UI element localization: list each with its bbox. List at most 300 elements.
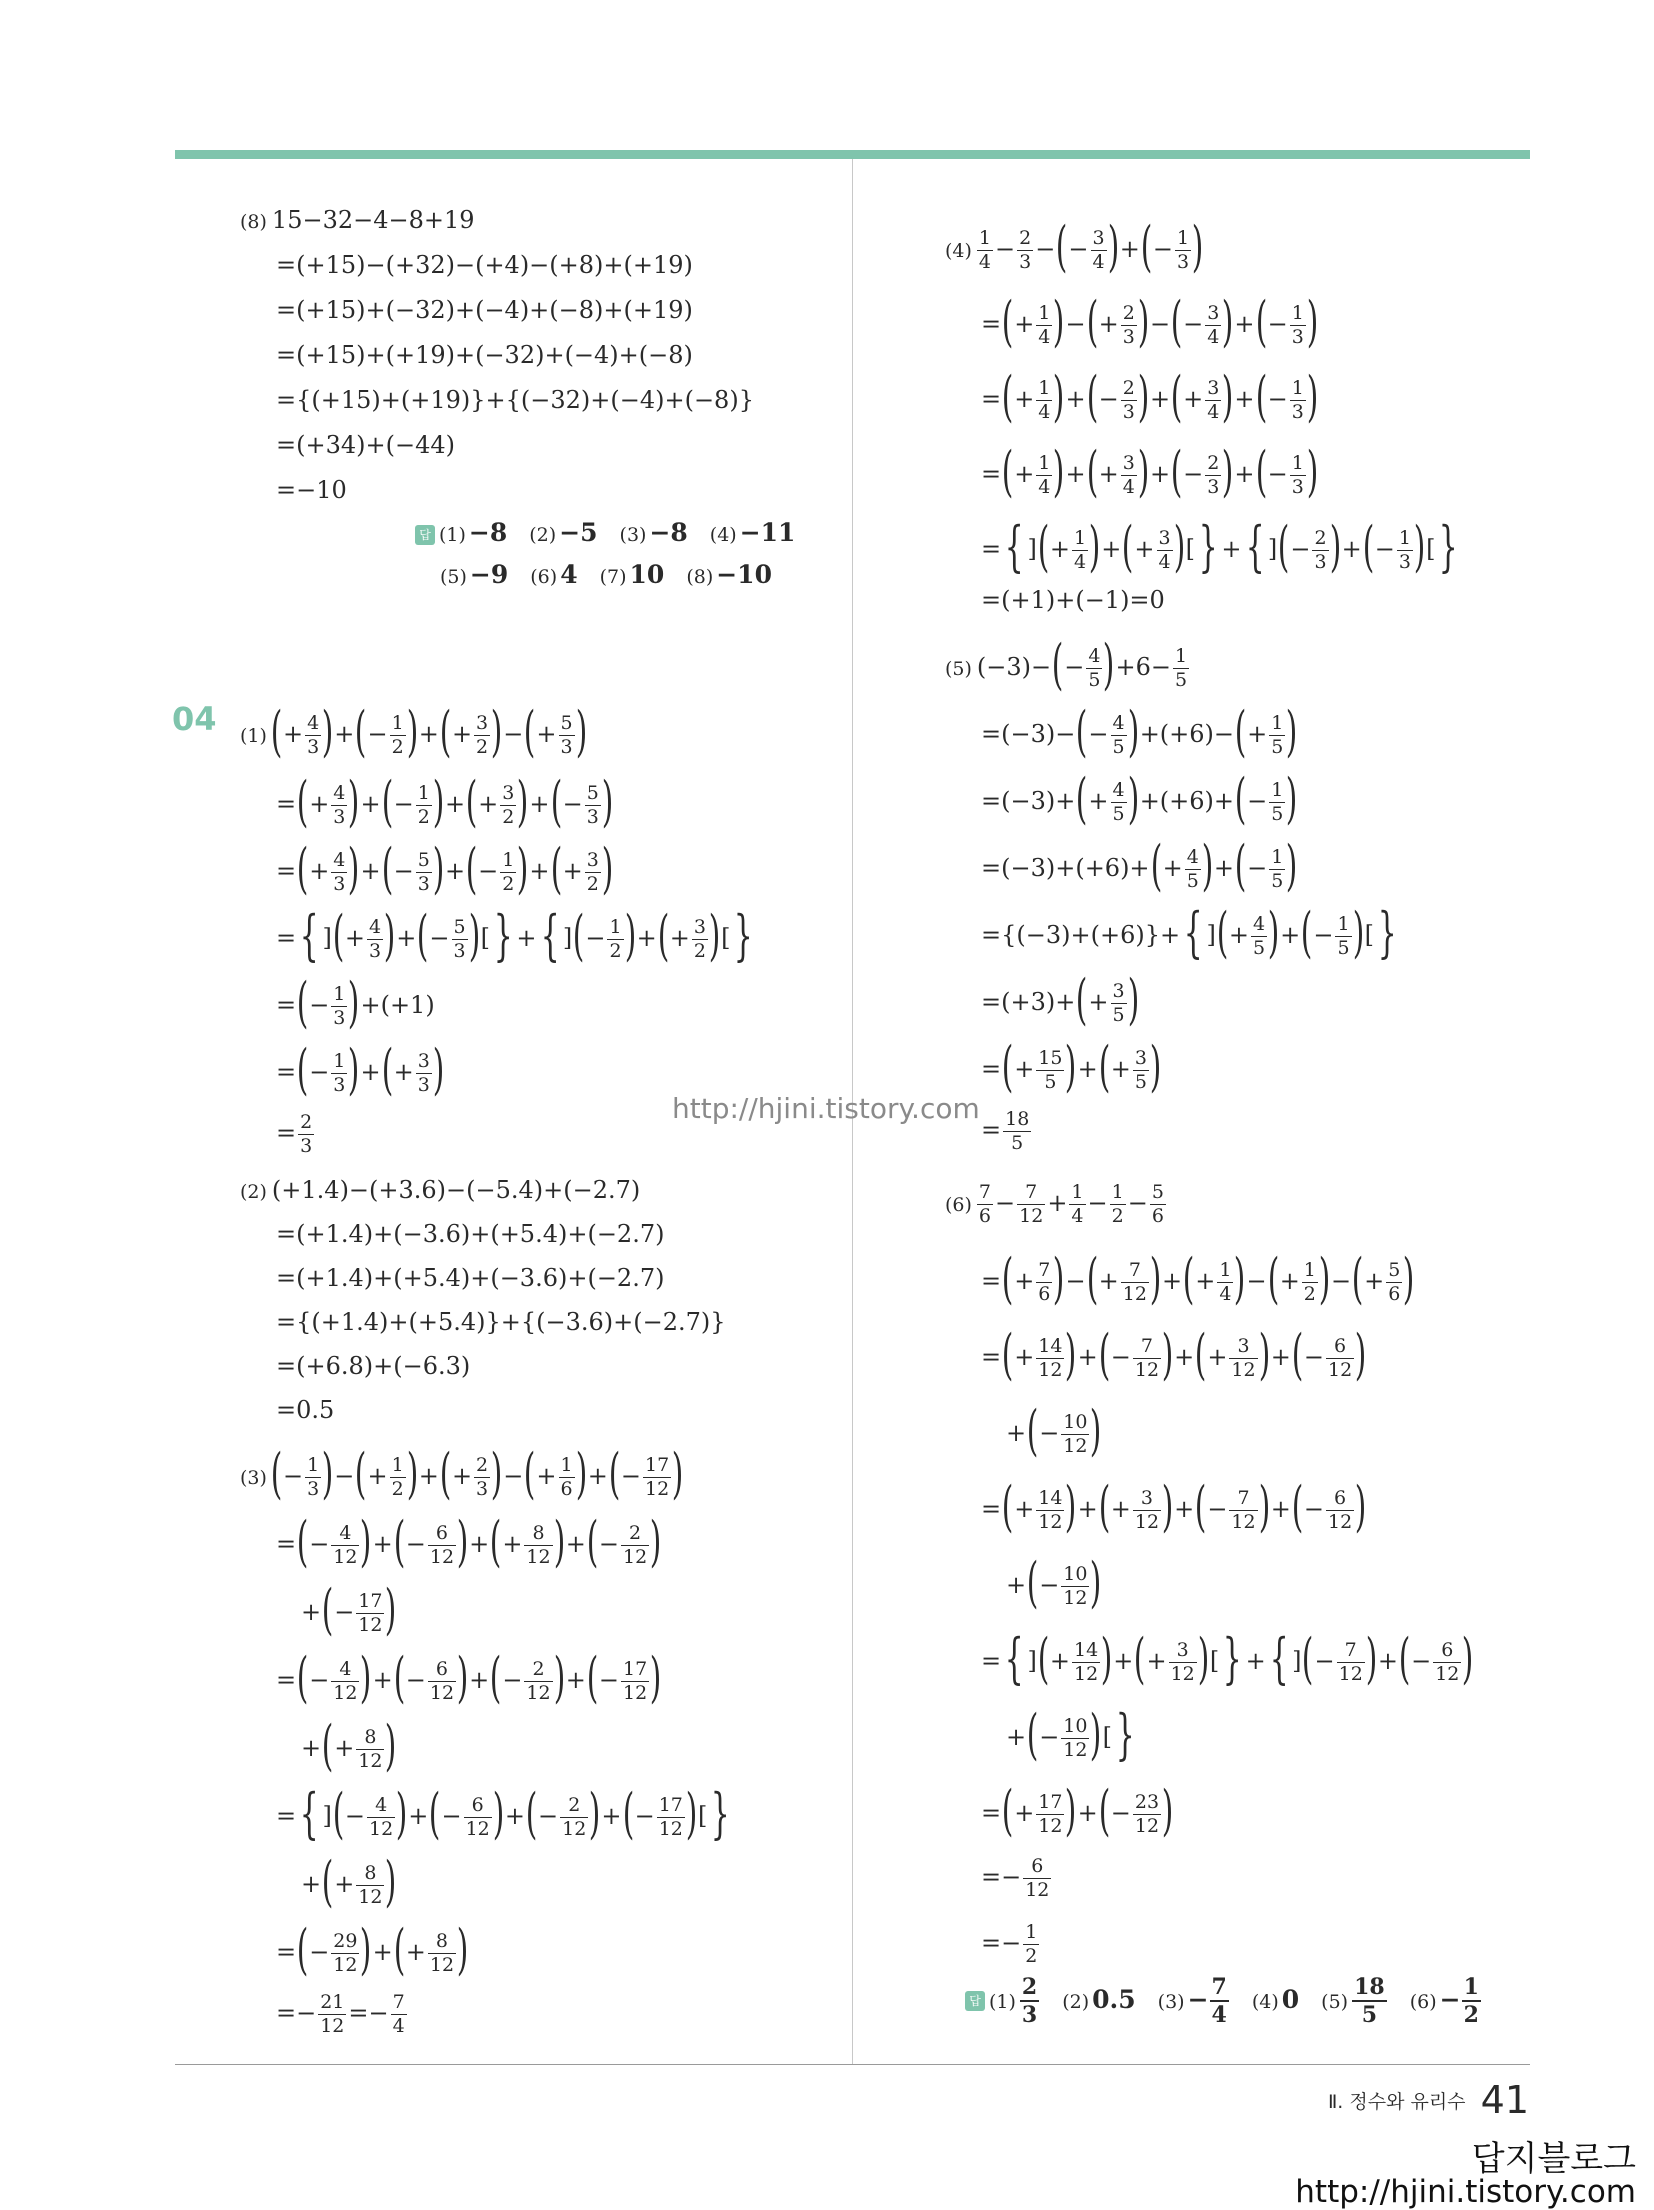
big-paren: )	[360, 1646, 372, 1709]
math-text: =	[276, 1119, 297, 1147]
math-line	[980, 767, 1298, 830]
math-text: +	[1065, 459, 1086, 488]
math-line	[980, 1475, 1367, 1538]
fraction	[607, 915, 623, 962]
denominator: 2	[1303, 1282, 1316, 1305]
answer-sign: −	[1187, 1984, 1209, 2014]
denominator: 3	[1122, 400, 1135, 423]
answer-label: (7)	[599, 566, 627, 588]
fraction	[1111, 711, 1127, 758]
math-text: −	[367, 719, 388, 748]
numerator: 8	[524, 1524, 552, 1546]
problem-label: (2)	[240, 1181, 267, 1203]
math-line	[300, 1578, 397, 1641]
answer-label: (5)	[440, 566, 467, 588]
math-text: ]	[322, 923, 332, 952]
numerator: 10	[1063, 1714, 1088, 1737]
math-text: +	[1247, 719, 1268, 748]
numerator: 1	[333, 982, 346, 1005]
denominator: 4	[1038, 475, 1051, 498]
fraction	[356, 1725, 384, 1772]
numerator: 1	[1303, 1258, 1316, 1281]
answer-label: (2)	[529, 524, 557, 546]
denominator: 3	[1398, 550, 1411, 573]
big-paren: (	[355, 1442, 367, 1505]
answer-label: (2)	[1062, 1990, 1090, 2013]
denominator: 3	[300, 1135, 313, 1157]
big-paren: (	[489, 1510, 502, 1573]
math-text: −	[538, 1801, 559, 1830]
answer-label: (3)	[619, 524, 647, 546]
math-text: +	[301, 1597, 322, 1626]
big-paren: (	[586, 1646, 599, 1709]
fraction	[331, 848, 347, 895]
problem-line	[240, 700, 587, 763]
math-line	[275, 383, 755, 417]
fraction	[1133, 1046, 1149, 1093]
denominator: 12	[429, 1681, 455, 1704]
denominator: 4	[1074, 550, 1087, 573]
numerator: 29	[333, 1929, 358, 1952]
big-brace: {	[299, 904, 319, 967]
big-paren: (	[381, 770, 393, 833]
big-paren: )	[1127, 767, 1139, 830]
math-text: =	[276, 1937, 297, 1966]
brand-name: 답지블로그	[1471, 2139, 1636, 2179]
math-text: −	[1068, 234, 1089, 263]
fraction	[1205, 376, 1221, 423]
math-text: +	[1077, 1494, 1098, 1523]
big-brace: {	[299, 1782, 319, 1845]
numerator: 3	[417, 1049, 430, 1072]
numerator: 4	[331, 1524, 359, 1546]
denominator: 5	[1088, 668, 1101, 691]
big-paren: )	[348, 971, 360, 1034]
numerator: 1	[1025, 1921, 1038, 1943]
math-text: −	[405, 1529, 426, 1558]
fraction	[428, 1929, 456, 1976]
big-paren: (	[608, 1442, 621, 1505]
denominator: 3	[333, 872, 346, 895]
problem-line	[240, 203, 476, 239]
denominator: 6	[1038, 1282, 1051, 1305]
big-paren: (	[1001, 1247, 1014, 1310]
big-paren: )	[492, 1782, 505, 1845]
fraction	[977, 1183, 993, 1226]
denominator: 2	[391, 1477, 404, 1500]
denominator: 12	[1025, 1879, 1050, 1901]
math-text: +	[301, 1869, 322, 1898]
fraction	[1072, 1638, 1100, 1685]
denominator: 3	[1291, 325, 1304, 348]
denominator: 5	[1044, 1070, 1057, 1093]
big-paren: )	[1318, 1247, 1331, 1310]
fraction	[1036, 1486, 1064, 1533]
big-paren: (	[1122, 515, 1134, 578]
answer-row-03-b	[440, 560, 794, 589]
denominator: 4	[978, 250, 992, 273]
fraction	[367, 1793, 395, 1840]
fraction	[1061, 1410, 1089, 1457]
numerator: 18	[1354, 1974, 1385, 2000]
numerator: 1	[1219, 1258, 1232, 1281]
answer-value: −8	[649, 518, 688, 547]
fraction	[1185, 845, 1201, 892]
fraction	[1352, 1976, 1387, 2026]
big-paren: )	[1100, 1627, 1113, 1690]
big-paren: (	[1051, 633, 1064, 696]
big-paren: (	[1086, 365, 1098, 428]
big-paren: (	[393, 1918, 406, 1981]
fraction	[1335, 912, 1351, 959]
numerator: 5	[1388, 1258, 1401, 1281]
math-text: −	[598, 1665, 619, 1694]
big-paren: (	[1001, 1035, 1014, 1098]
fraction	[298, 1113, 314, 1156]
math-line	[275, 971, 436, 1034]
fraction	[621, 1657, 649, 1704]
math-line	[275, 1510, 662, 1573]
fraction	[1036, 376, 1052, 423]
math-line	[980, 1779, 1174, 1842]
math-text: ={(+15)+(+19)}+{(−32)+(−4)+(−8)}	[276, 386, 754, 414]
big-paren: (	[1362, 515, 1375, 578]
denominator: 5	[1361, 2002, 1378, 2028]
math-text: −	[1088, 719, 1109, 748]
math-text: +	[1098, 1266, 1119, 1295]
math-text: +	[301, 1733, 322, 1762]
denominator: 4	[1071, 1205, 1084, 1227]
math-text: −	[1152, 234, 1173, 263]
math-text: +	[1364, 1266, 1385, 1295]
denominator: 12	[1231, 1510, 1256, 1533]
math-text: −	[995, 1189, 1016, 1217]
numerator: 3	[1169, 1641, 1197, 1663]
denominator: 2	[417, 805, 430, 828]
denominator: 5	[1011, 1132, 1024, 1154]
answer-item	[439, 519, 507, 547]
math-text: +	[601, 1801, 622, 1830]
fraction	[1205, 301, 1221, 348]
big-paren: )	[1137, 440, 1150, 503]
numerator: 18	[1005, 1108, 1030, 1130]
denominator: 3	[307, 735, 320, 758]
big-paren: (	[332, 904, 345, 967]
numerator: 1	[978, 226, 992, 249]
big-paren: (	[355, 700, 367, 763]
answer-item	[1409, 1974, 1482, 2028]
fraction	[474, 1453, 490, 1500]
big-brace: {	[1183, 901, 1203, 964]
fraction	[500, 848, 516, 895]
numerator: 8	[428, 1932, 456, 1954]
fraction	[331, 1521, 359, 1568]
numerator: 7	[1038, 1258, 1051, 1281]
math-text: −	[1247, 786, 1268, 815]
denominator: 4	[1207, 400, 1220, 423]
fraction	[1386, 1258, 1402, 1305]
denominator: 6	[1388, 1282, 1401, 1305]
numerator: 1	[1337, 912, 1350, 935]
math-line	[980, 290, 1319, 353]
math-line	[300, 1714, 397, 1777]
math-text: +	[1245, 1646, 1266, 1675]
math-text: −	[1039, 1570, 1060, 1599]
fraction	[367, 915, 383, 962]
big-paren: )	[553, 1646, 565, 1709]
math-line	[275, 837, 614, 900]
math-line	[275, 473, 348, 507]
math-text: [	[1209, 1646, 1220, 1675]
math-text: =(+34)+(−44)	[276, 431, 455, 459]
denominator: 2	[391, 735, 404, 758]
big-paren: (	[296, 1038, 309, 1101]
big-paren: )	[1258, 1475, 1270, 1538]
big-paren: )	[601, 837, 614, 900]
fraction	[1061, 1714, 1089, 1761]
answer-value: −5	[559, 518, 598, 547]
numerator: 6	[428, 1524, 456, 1546]
math-text: −	[1411, 1646, 1432, 1675]
numerator: 8	[356, 1728, 384, 1750]
math-line	[980, 1857, 1052, 1900]
fraction	[1433, 1638, 1461, 1685]
denominator: 12	[1063, 1586, 1088, 1609]
big-brace: }	[1115, 1703, 1135, 1766]
math-text: +	[1195, 1266, 1216, 1295]
answer-value: −11	[739, 518, 796, 547]
numerator: 3	[502, 781, 515, 804]
math-text: +	[1280, 920, 1301, 949]
math-text: +	[1162, 1266, 1183, 1295]
math-text: =	[276, 1529, 297, 1558]
big-paren: (	[550, 837, 562, 900]
math-text: [	[1364, 920, 1375, 949]
fraction	[474, 711, 490, 758]
big-paren: (	[321, 1850, 334, 1913]
math-text: +	[1088, 987, 1109, 1016]
numerator: 3	[586, 848, 599, 871]
math-text: =	[276, 789, 297, 818]
math-text: +	[1174, 1342, 1195, 1371]
big-paren: (	[296, 971, 309, 1034]
math-text: +	[405, 1937, 426, 1966]
big-paren: (	[1076, 968, 1088, 1031]
numerator: 7	[1211, 1974, 1227, 2000]
denominator: 12	[1019, 1205, 1044, 1227]
big-paren: )	[385, 1850, 397, 1913]
math-text: −	[995, 234, 1016, 263]
math-text: [	[1185, 534, 1196, 563]
fraction	[1290, 376, 1306, 423]
denominator: 12	[333, 1545, 358, 1568]
numerator: 14	[1038, 1486, 1063, 1509]
math-text: +	[1162, 853, 1183, 882]
numerator: 4	[369, 915, 382, 938]
denominator: 12	[658, 1817, 683, 1840]
denominator: 2	[502, 805, 515, 828]
big-brace: }	[493, 904, 513, 967]
big-brace: {	[1004, 1627, 1024, 1690]
numerator: 1	[1291, 451, 1304, 474]
fraction	[305, 1453, 321, 1500]
fraction	[416, 781, 432, 828]
math-text: −	[334, 1597, 355, 1626]
denominator: 5	[1112, 735, 1125, 758]
denominator: 12	[1074, 1662, 1099, 1685]
numerator: 17	[358, 1589, 383, 1612]
math-text: +	[451, 719, 473, 748]
math-text: −	[283, 1461, 304, 1490]
fraction	[305, 711, 321, 758]
denominator: 2	[1463, 2002, 1479, 2028]
math-text: −	[309, 1937, 330, 1966]
denominator: 4	[1038, 400, 1051, 423]
math-text: =	[981, 1266, 1002, 1295]
denominator: 12	[1038, 1358, 1063, 1381]
numerator: 4	[367, 1796, 395, 1818]
big-paren: )	[1201, 834, 1214, 897]
big-paren: (	[1255, 365, 1267, 428]
math-text: =(+15)−(+32)−(+4)−(+8)+(+19)	[276, 251, 693, 279]
math-text: −	[405, 1665, 426, 1694]
math-text: +(+6)+	[1139, 786, 1235, 815]
numerator: 17	[658, 1793, 683, 1816]
math-text: +	[1134, 534, 1155, 563]
math-text: +	[1149, 459, 1171, 488]
math-text: +	[367, 1461, 388, 1490]
math-text: −	[1098, 384, 1119, 413]
big-paren: )	[1286, 700, 1298, 763]
big-paren: )	[1191, 215, 1204, 278]
denominator: 2	[693, 939, 706, 962]
math-text: −	[1183, 309, 1204, 338]
fraction	[1121, 301, 1137, 348]
fraction	[1017, 1183, 1045, 1226]
math-text: =−	[348, 1999, 389, 2027]
denominator: 3	[1176, 250, 1190, 273]
big-paren: (	[1234, 834, 1247, 897]
fraction	[559, 711, 575, 758]
math-line	[275, 1918, 469, 1981]
math-text: −	[1207, 1494, 1228, 1523]
numerator: 1	[1291, 376, 1304, 399]
big-paren: )	[321, 700, 334, 763]
big-paren: )	[1462, 1627, 1474, 1690]
fraction	[524, 1521, 552, 1568]
fraction	[1036, 301, 1052, 348]
big-paren: )	[1090, 1399, 1102, 1462]
big-paren: (	[1234, 767, 1247, 830]
numerator: 14	[1074, 1638, 1099, 1661]
denominator: 2	[1025, 1945, 1038, 1967]
math-text: −	[503, 1461, 524, 1490]
math-text: =	[981, 1116, 1002, 1144]
math-text: +	[1014, 1342, 1035, 1371]
math-text: +	[1113, 1646, 1134, 1675]
numerator: 10	[1063, 1410, 1088, 1433]
numerator: 3	[1229, 1337, 1257, 1359]
big-paren: )	[1258, 1323, 1270, 1386]
numerator: 2	[1207, 451, 1220, 474]
big-paren: (	[393, 1646, 406, 1709]
problem-line	[945, 633, 1190, 696]
denominator: 5	[1271, 869, 1284, 892]
math-text: ]	[562, 923, 573, 952]
math-text: =−10	[276, 476, 347, 504]
answer-item	[989, 1974, 1040, 2028]
numerator: 3	[1092, 226, 1105, 249]
math-text: ]	[1206, 920, 1216, 949]
math-text: +	[1047, 1189, 1068, 1217]
numerator: 1	[1175, 644, 1188, 667]
numerator: 4	[331, 1660, 359, 1682]
fraction	[1326, 1486, 1354, 1533]
denominator: 5	[1271, 735, 1284, 758]
answer-item	[620, 519, 688, 547]
fraction	[1326, 1334, 1354, 1381]
denominator: 12	[429, 1953, 455, 1976]
answer-value: 0	[1281, 1984, 1300, 2014]
math-line	[275, 1217, 665, 1251]
answer-item	[529, 519, 597, 547]
numerator: 1	[609, 915, 622, 938]
big-paren: )	[432, 837, 445, 900]
problem-line	[945, 215, 1204, 278]
math-text: +	[587, 1461, 608, 1490]
problem-line	[945, 1183, 1167, 1226]
big-paren: )	[1352, 901, 1364, 964]
denominator: 5	[1134, 1070, 1147, 1093]
fraction	[585, 848, 601, 895]
big-paren: (	[1037, 515, 1050, 578]
denominator: 12	[1038, 1510, 1063, 1533]
numerator: 1	[1071, 1181, 1084, 1203]
numerator: 5	[417, 848, 430, 871]
numerator: 2	[1019, 226, 1032, 249]
denominator: 3	[417, 872, 430, 895]
big-paren: )	[321, 1442, 334, 1505]
fraction	[1036, 451, 1052, 498]
numerator: 1	[1271, 778, 1284, 801]
big-paren: (	[1398, 1627, 1411, 1690]
denominator: 3	[417, 1073, 430, 1096]
math-text: +	[1110, 1054, 1131, 1083]
big-brace: }	[1222, 1627, 1242, 1690]
big-paren: )	[1354, 1475, 1367, 1538]
big-paren: )	[1090, 1551, 1102, 1614]
denominator: 3	[476, 1477, 489, 1500]
top-accent-bar	[175, 150, 1530, 159]
answer-item	[440, 561, 508, 589]
denominator: 4	[1219, 1282, 1232, 1305]
math-line	[275, 1349, 471, 1383]
big-paren: (	[296, 770, 309, 833]
math-text: =−	[981, 1863, 1022, 1891]
math-text: +6−	[1115, 652, 1171, 681]
math-text: +	[1101, 534, 1122, 563]
answer-label: (3)	[1157, 1990, 1185, 2013]
big-paren: )	[1065, 1779, 1077, 1842]
fraction	[1091, 226, 1107, 273]
math-text: =(−3)−	[981, 719, 1076, 748]
fraction	[1302, 1258, 1318, 1305]
big-brace: {	[1245, 515, 1265, 578]
big-brace: }	[1439, 515, 1459, 578]
math-text: +	[1213, 853, 1235, 882]
big-paren: (	[1277, 515, 1290, 578]
big-paren: )	[685, 1782, 698, 1845]
